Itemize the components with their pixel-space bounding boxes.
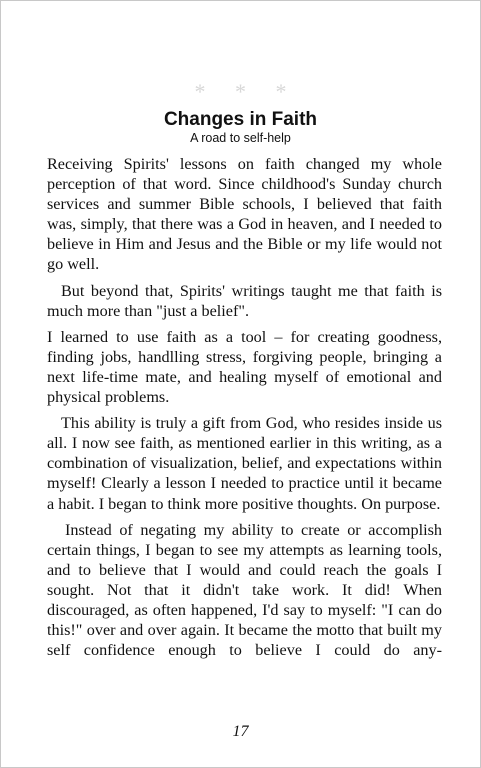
paragraph-5: Instead of negating my ability to create or accomplish certain things, I began to see my attempts as learning tools, and to believe that I would and could reach the goals I sought. Not that it didn't take work. It did! When discouraged, as often happened, I'd say to myself: "I can do this!" over and over again. It became the motto that built my self confidence enough to believe I could do any- [47,520,442,660]
paragraph-1: Receiving Spirits' lessons on faith changed my whole perception of that word. Since childhood's Sunday church services and summer Bible schools, I believed that faith was, simply, that there was a God in heaven, and I needed to believe in Him and Jesus and the Bible or my life would not go well. [47,155,442,274]
paragraph-2: But beyond that, Spirits' writings taught me that faith is much more than "just a belief". [47,281,442,320]
chapter-title: Changes in Faith [163,109,318,130]
body-text [47,154,442,666]
section-ornament: * * * [194,79,299,104]
page-number: 17 [232,723,249,740]
paragraph-4: This ability is truly a gift from God, who resides inside us all. I now see faith, as mentioned earlier in this writing, as a combination of visualization, belief, and expectations within myself! Clearly a lesson I needed to practice until it became a habit. I began to think more positive thoughts. On purpose. [47,414,442,513]
chapter-subtitle: A road to self-help [190,131,291,145]
paragraph-3: I learned to use faith as a tool – for creating goodness, finding jobs, handlling stress, forgiving people, bringing a next life-time mate, and healing myself of emotional and physical problems. [47,327,442,407]
